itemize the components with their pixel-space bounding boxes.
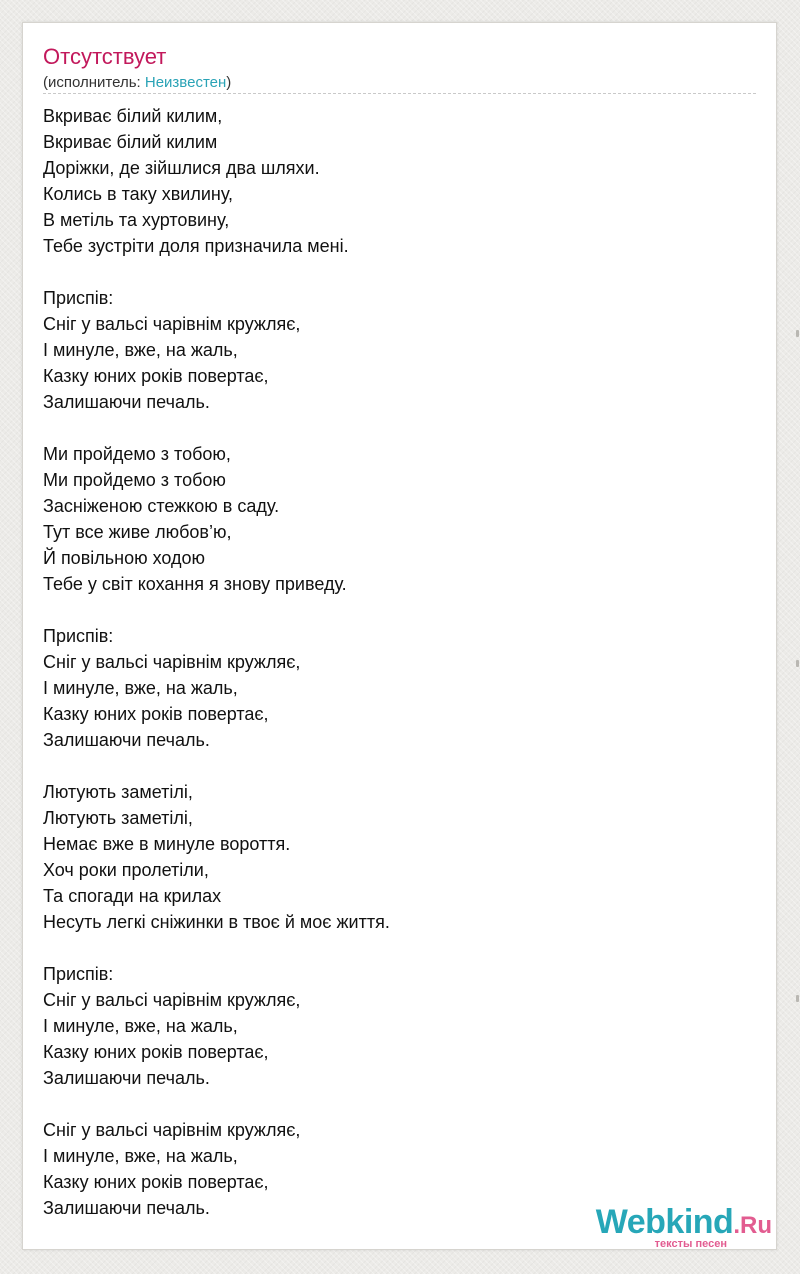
lyrics-stanza <box>43 103 743 259</box>
lyrics-stanza <box>43 961 743 1091</box>
logo-tagline: тексты песен <box>654 1238 727 1250</box>
lyrics-line: Казку юних років повертає, <box>43 1042 269 1062</box>
lyrics-stanza <box>43 623 743 753</box>
lyrics-stanza <box>43 285 743 415</box>
lyrics-line: Тут все живе любов’ю, <box>43 522 232 542</box>
lyrics-stanza <box>43 779 743 935</box>
artist-line <box>43 73 231 93</box>
lyrics-line: Казку юних років повертає, <box>43 1172 269 1192</box>
lyrics-line: Сніг у вальсі чарівнім кружляє, <box>43 314 301 334</box>
lyrics-line: Лютують заметілі, <box>43 808 193 828</box>
lyrics-line: Немає вже в минуле вороття. <box>43 834 291 854</box>
lyrics-line: Хоч роки пролетіли, <box>43 860 209 880</box>
lyrics-stanza <box>43 441 743 597</box>
lyrics-line: Приспів: <box>43 626 114 646</box>
lyrics-line: Залишаючи печаль. <box>43 392 210 412</box>
logo-wordmark: Webkind <box>595 1203 734 1241</box>
lyrics-line: Казку юних років повертає, <box>43 366 269 386</box>
artist-suffix: ) <box>226 74 232 91</box>
edge-marker <box>796 995 799 1002</box>
lyrics-line: Приспів: <box>43 964 114 984</box>
lyrics-line: Тебе зустріти доля призначила мені. <box>43 236 349 256</box>
lyrics-line: Доріжки, де зійшлися два шляхи. <box>43 158 320 178</box>
lyrics-body <box>43 103 743 1247</box>
lyrics-line: Вкриває білий килим <box>43 132 218 152</box>
lyrics-line: І минуле, вже, на жаль, <box>43 1016 238 1036</box>
lyrics-line: І минуле, вже, на жаль, <box>43 340 238 360</box>
site-logo[interactable] <box>572 1205 772 1249</box>
lyrics-line: Залишаючи печаль. <box>43 1068 210 1088</box>
lyrics-line: Тебе у світ кохання я знову приведу. <box>43 574 347 594</box>
lyrics-line: І минуле, вже, на жаль, <box>43 678 238 698</box>
edge-marker <box>796 660 799 667</box>
lyrics-line: В метіль та хуртовину, <box>43 210 230 230</box>
lyrics-line: Сніг у вальсі чарівнім кружляє, <box>43 990 301 1010</box>
artist-prefix: (исполнитель: <box>43 74 145 91</box>
lyrics-line: Сніг у вальсі чарівнім кружляє, <box>43 652 301 672</box>
song-title: Отсутствует <box>43 44 167 69</box>
lyrics-line: Сніг у вальсі чарівнім кружляє, <box>43 1120 301 1140</box>
lyrics-line: Лютують заметілі, <box>43 782 193 802</box>
lyrics-line: Й повільною ходою <box>43 548 206 568</box>
lyrics-line: Ми пройдемо з тобою, <box>43 444 231 464</box>
lyrics-line: Та спогади на крилах <box>43 886 222 906</box>
lyrics-line: Вкриває білий килим, <box>43 106 223 126</box>
artist-link[interactable]: Неизвестен <box>144 74 227 91</box>
lyrics-line: Залишаючи печаль. <box>43 1198 210 1218</box>
lyrics-line: Казку юних років повертає, <box>43 704 269 724</box>
lyrics-line: І минуле, вже, на жаль, <box>43 1146 238 1166</box>
edge-marker <box>796 330 799 337</box>
lyrics-line: Ми пройдемо з тобою <box>43 470 226 490</box>
lyrics-line: Засніженою стежкою в саду. <box>43 496 280 516</box>
lyrics-line: Приспів: <box>43 288 114 308</box>
logo-tld: .Ru <box>733 1212 772 1239</box>
lyrics-line: Несуть легкі сніжинки в твоє й моє життя. <box>43 912 390 932</box>
lyrics-card <box>22 22 777 1250</box>
title-divider <box>43 93 756 94</box>
lyrics-line: Залишаючи печаль. <box>43 730 210 750</box>
lyrics-line: Колись в таку хвилину, <box>43 184 234 204</box>
